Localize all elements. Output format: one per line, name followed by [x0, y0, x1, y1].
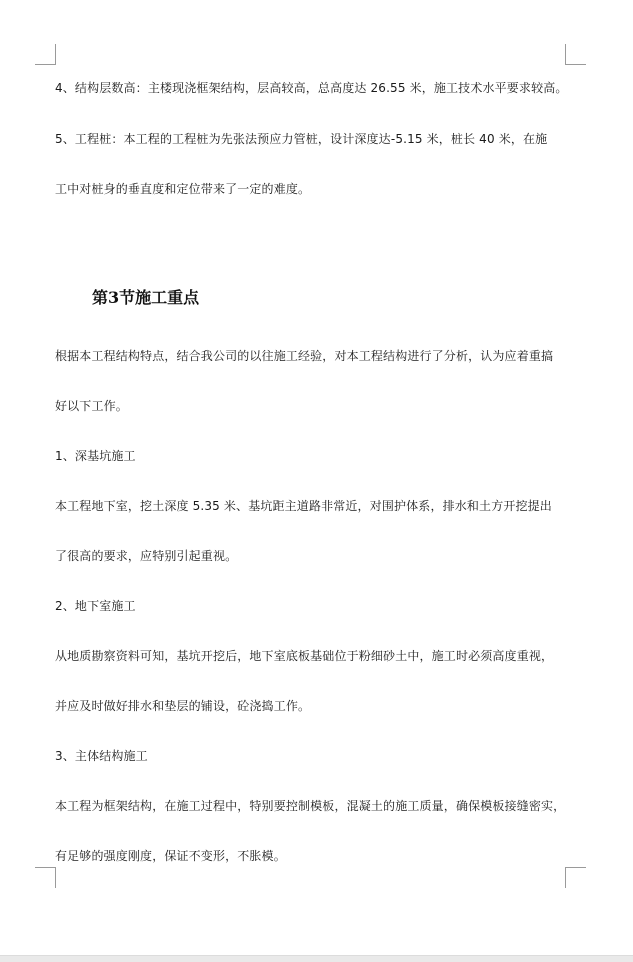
page-bottom-edge — [0, 955, 633, 962]
text-line: 有足够的强度刚度，保证不变形，不胀模。 — [55, 849, 286, 863]
list-item-heading: 3、主体结构施工 — [55, 749, 148, 763]
crop-mark-top-left — [35, 44, 56, 65]
text-line: 并应及时做好排水和垫层的铺设，砼浇捣工作。 — [55, 699, 311, 713]
text-line: 工中对桩身的垂直度和定位带来了一定的难度。 — [55, 182, 311, 196]
crop-mark-bottom-left — [35, 867, 56, 888]
crop-mark-top-right — [565, 44, 586, 65]
list-item-heading: 2、地下室施工 — [55, 599, 136, 613]
text-line: 了很高的要求，应特别引起重视。 — [55, 549, 238, 563]
text-line: 5、工程桩：本工程的工程桩为先张法预应力管桩，设计深度达-5.15 米，桩长 40 米，在施 — [55, 132, 548, 146]
text-line: 4、结构层数高：主楼现浇框架结构，层高较高，总高度达 26.55 米，施工技术水平要求较高。 — [55, 81, 568, 95]
text-line: 本工程为框架结构，在施工过程中，特别要控制模板，混凝土的施工质量，确保模板接缝密实， — [55, 799, 566, 813]
section-heading: 第3节施工重点 — [92, 288, 200, 307]
text-line: 从地质勘察资料可知，基坑开挖后，地下室底板基础位于粉细砂土中，施工时必须高度重视， — [55, 649, 554, 663]
list-item-heading: 1、深基坑施工 — [55, 449, 136, 463]
crop-mark-bottom-right — [565, 867, 586, 888]
text-line: 好以下工作。 — [55, 399, 128, 413]
text-line: 根据本工程结构特点，结合我公司的以往施工经验，对本工程结构进行了分析，认为应着重搞 — [55, 349, 554, 363]
text-line: 本工程地下室，挖土深度 5.35 米、基坑距主道路非常近，对围护体系，排水和土方开挖提出 — [55, 499, 552, 513]
